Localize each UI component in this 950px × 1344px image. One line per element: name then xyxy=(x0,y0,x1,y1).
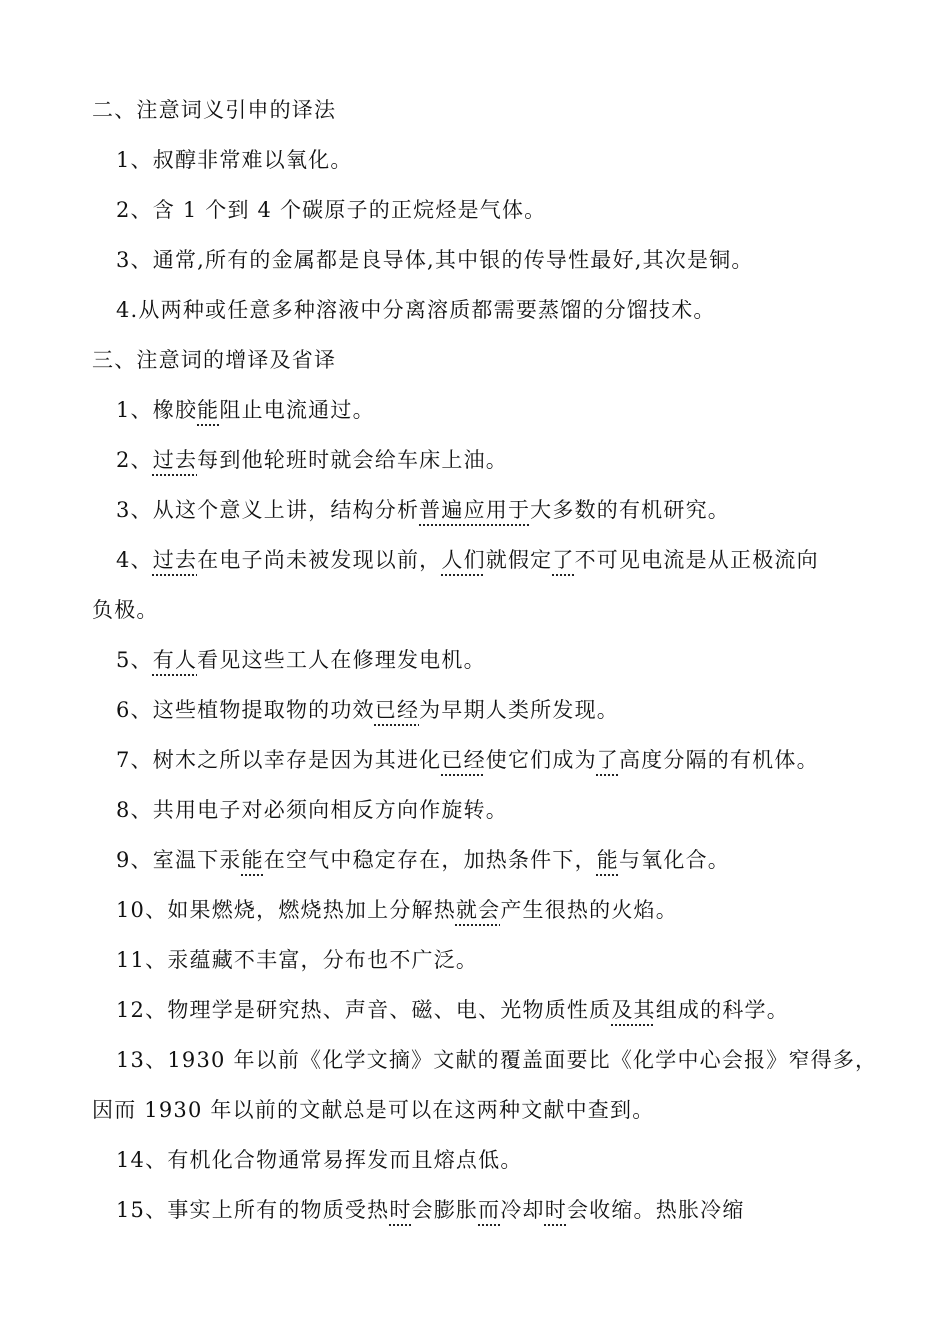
emphasized-word: 而 xyxy=(478,1198,501,1222)
emphasized-word: 能 xyxy=(596,848,619,872)
list-item: 10、如果燃烧，燃烧热加上分解热就会产生很热的火焰。 xyxy=(116,898,678,922)
list-item: 13、1930 年以前《化学文摘》文献的覆盖面要比《化学中心会报》窄得多， xyxy=(116,1048,878,1072)
list-item: 3、从这个意义上讲，结构分析普遍应用于大多数的有机研究。 xyxy=(116,498,730,522)
list-item-continuation: 负极。 xyxy=(92,598,159,622)
emphasized-word: 已经 xyxy=(441,748,486,772)
list-item: 7、树木之所以幸存是因为其进化已经使它们成为了高度分隔的有机体。 xyxy=(116,748,819,772)
list-item: 14、有机化合物通常易挥发而且熔点低。 xyxy=(116,1148,523,1172)
emphasized-word: 过去 xyxy=(152,548,198,572)
list-item: 4、过去在电子尚未被发现以前，人们就假定了不可见电流是从正极流向 xyxy=(116,548,819,572)
list-item: 15、事实上所有的物质受热时会膨胀而冷却时会收缩。热胀冷缩 xyxy=(116,1198,745,1222)
emphasized-word: 时 xyxy=(389,1198,412,1222)
emphasized-word: 了 xyxy=(596,748,619,772)
list-item: 12、物理学是研究热、声音、磁、电、光物质性质及其组成的科学。 xyxy=(116,998,789,1022)
emphasized-word: 了 xyxy=(552,548,575,572)
emphasized-word: 就会 xyxy=(455,898,501,922)
list-item: 6、这些植物提取物的功效已经为早期人类所发现。 xyxy=(116,698,619,722)
list-item: 9、室温下汞能在空气中稳定存在，加热条件下，能与氧化合。 xyxy=(116,848,730,872)
emphasized-word: 人们 xyxy=(441,548,486,572)
list-item: 5、有人看见这些工人在修理发电机。 xyxy=(116,648,486,672)
emphasized-word: 已经 xyxy=(374,698,420,722)
list-item: 2、含 1 个到 4 个碳原子的正烷烃是气体。 xyxy=(116,198,547,222)
list-item: 2、过去每到他轮班时就会给车床上油。 xyxy=(116,448,508,472)
section-heading-2: 二、注意词义引申的译法 xyxy=(92,98,337,122)
list-item: 1、叔醇非常难以氧化。 xyxy=(116,148,353,172)
list-item: 3、通常,所有的金属都是良导体,其中银的传导性最好,其次是铜。 xyxy=(116,248,754,272)
list-item: 11、汞蕴藏不丰富，分布也不广泛。 xyxy=(116,948,479,972)
emphasized-word: 能 xyxy=(241,848,264,872)
emphasized-word: 有人 xyxy=(152,648,198,672)
list-item: 1、橡胶能阻止电流通过。 xyxy=(116,398,375,422)
list-item-continuation: 因而 1930 年以前的文献总是可以在这两种文献中查到。 xyxy=(92,1098,655,1122)
emphasized-word: 能 xyxy=(197,398,220,422)
emphasized-word: 过去 xyxy=(152,448,198,472)
emphasized-word: 时 xyxy=(544,1198,567,1222)
list-item: 4.从两种或任意多种溶液中分离溶质都需要蒸馏的分馏技术。 xyxy=(116,298,716,322)
emphasized-word: 普遍应用于 xyxy=(419,498,531,522)
emphasized-word: 及其 xyxy=(611,998,656,1022)
list-item: 8、共用电子对必须向相反方向作旋转。 xyxy=(116,798,508,822)
section-heading-3: 三、注意词的增译及省译 xyxy=(92,348,337,372)
